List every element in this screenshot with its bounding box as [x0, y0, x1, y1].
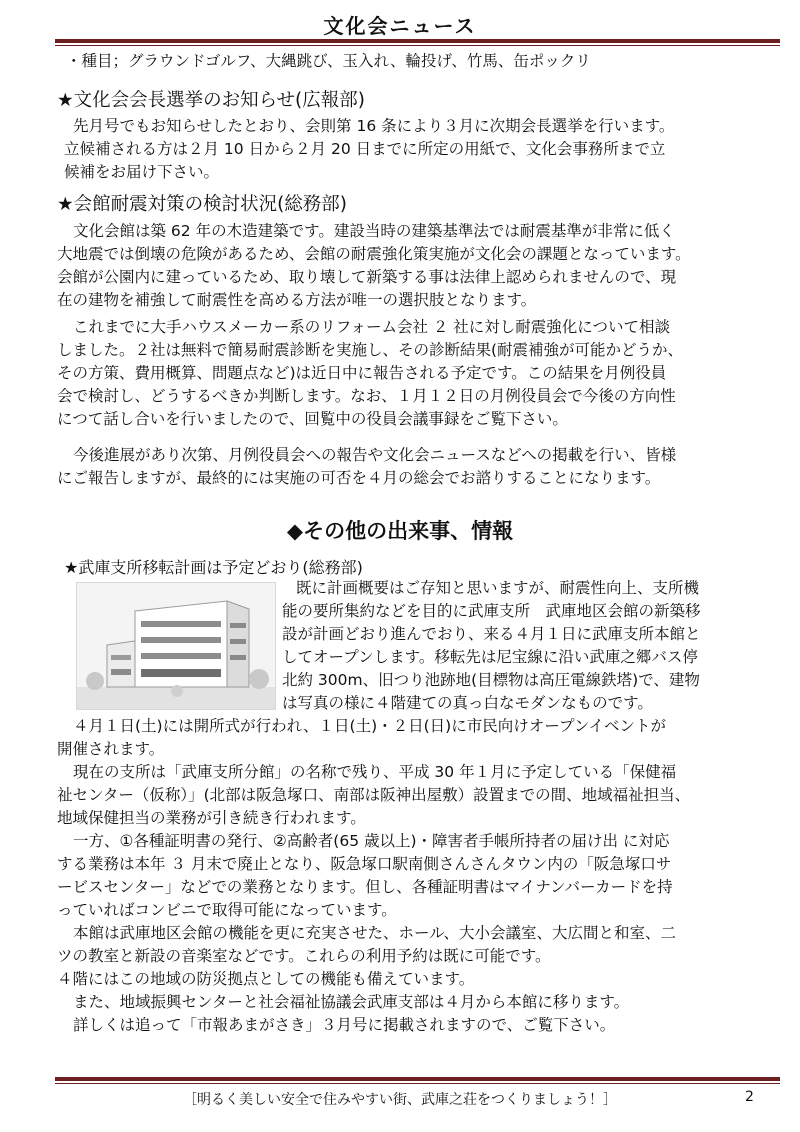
seismic-line-4: 在の建物を補強して耐震性を高める方法が唯一の選択肢となります。 [57, 291, 537, 309]
election-line-3: 候補をお届け下さい。 [64, 163, 220, 181]
relocation-line-7: する業務は本年 ３ 月末で廃止となり、阪急塚口駅南側さんさんタウン内の「阪急塚口サ [57, 855, 672, 873]
seismic-line-10: 今後進展があり次第、月例役員会への報告や文化会ニュースなどへの掲載を行い、皆様 [73, 446, 677, 464]
seismic-line-9: につて話し合いを行いましたので、回覧中の役員会議事録をご覧下さい。 [57, 410, 568, 428]
building-illustration [77, 583, 275, 709]
newsletter-title: 文化会ニュース [323, 14, 477, 38]
seismic-line-6: しました。２社は無料で簡易耐震診断を実施し、その診断結果(耐震補強が可能かどうか、 [57, 341, 684, 359]
seismic-line-3: 会館が公園内に建っているため、取り壊して新築する事は法律上認められませんので、現 [57, 268, 677, 286]
footer-rule-thin [55, 1083, 780, 1084]
relocation-line-11: ツの教室と新設の音楽室などです。これらの利用予約は既に可能です。 [57, 947, 551, 965]
relocation-side-line-4: してオープンします。移転先は尼宝線に沿い武庫之郷バス停 [282, 648, 698, 666]
relocation-line-2: 開催されます。 [57, 740, 165, 758]
footer-rule-thick [55, 1077, 780, 1081]
other-events-heading: ◆その他の出来事、情報 [286, 519, 514, 543]
seismic-line-7: その方策、費用概算、問題点など)は近日中に報告される予定です。この結果を月例役員 [57, 364, 667, 382]
relocation-side-line-1: 既に計画概要はご存知と思いますが、耐震性向上、支所機 [296, 579, 700, 597]
footer-slogan: ［明るく美しい安全で住みやすい街、武庫之荘をつくりましょう！］ [183, 1092, 617, 1108]
relocation-line-13: また、地域振興センターと社会福祉協議会武庫支部は４月から本館に移ります。 [73, 993, 630, 1011]
relocation-line-10: 本館は武庫地区会館の機能を更に充実させた、ホール、大小会議室、大広間と和室、二 [73, 924, 676, 942]
relocation-line-14: 詳しくは追って「市報あまがさき」３月号に掲載されますので、ご覧下さい。 [73, 1016, 616, 1034]
relocation-line-6: 一方、①各種証明書の発行、②高齢者(65 歳以上)・障害者手帳所持者の届け出 に対応 [73, 832, 670, 850]
seismic-heading: ★会館耐震対策の検討状況(総務部) [57, 194, 348, 215]
new-branch-building-photo [76, 582, 276, 710]
header-rule-thin [55, 45, 780, 46]
seismic-line-1: 文化会館は築 62 年の木造建築です。建設当時の建築基準法では耐震基準が非常に低く [73, 222, 675, 240]
relocation-side-line-5: 北約 300m、旧つり池跡地(目標物は高圧電線鉄塔)で、建物 [282, 671, 700, 689]
election-heading: ★文化会会長選挙のお知らせ(広報部) [57, 90, 365, 111]
branch-relocation-heading: ★武庫支所移転計画は予定どおり(総務部) [64, 558, 363, 577]
relocation-line-5: 地域保健担当の業務が引き続き行われます。 [57, 809, 366, 827]
relocation-side-line-6: は写真の様に４階建ての真っ白なモダンなものです。 [282, 694, 653, 712]
election-line-2: 立候補される方は２月 10 日から２月 20 日までに所定の用紙で、文化会事務所まで立 [64, 140, 666, 158]
relocation-line-3: 現在の支所は「武庫支所分館」の名称で残り、平成 30 年１月に予定している「保健福 [73, 763, 677, 781]
event-list-line: ・種目；グラウンドゴルフ、大縄跳び、玉入れ、輪投げ、竹馬、缶ポックリ [66, 52, 591, 70]
election-line-1: 先月号でもお知らせしたとおり、会則第 16 条により３月に次期会長選挙を行います。 [73, 117, 675, 135]
header-rule-thick [55, 39, 780, 43]
relocation-side-line-3: 設が計画どおり進んでおり、来る４月１日に武庫支所本館と [282, 625, 701, 643]
seismic-line-8: 会で検討し、どうするべきか判断します。なお、１月１２日の月例役員会で今後の方向性 [57, 387, 676, 405]
relocation-side-line-2: 能の要所集約などを目的に武庫支所 武庫地区会館の新築移 [282, 602, 701, 620]
page-number: 2 [745, 1089, 754, 1105]
relocation-line-9: っていればコンビニで取得可能になっています。 [57, 901, 397, 919]
seismic-line-2: 大地震では倒壊の危険があるため、会館の耐震強化策実施が文化会の課題となっています。 [57, 245, 691, 263]
relocation-line-8: ービスセンター」などでの業務となります。但し、各種証明書はマイナンバーカードを持 [57, 878, 673, 896]
relocation-line-1: ４月１日(土)には開所式が行われ、１日(土)・２日(日)に市民向けオープンイベントが [73, 717, 667, 735]
seismic-line-11: にご報告しますが、最終的には実施の可否を４月の総会でお諮りすることになります。 [57, 469, 661, 487]
relocation-line-12: ４階にはこの地域の防災拠点としての機能も備えています。 [57, 970, 475, 988]
seismic-line-5: これまでに大手ハウスメーカー系のリフォーム会社 ２ 社に対し耐震強化について相談 [73, 318, 670, 336]
relocation-line-4: 祉センター（仮称）」(北部は阪急塚口、南部は阪神出屋敷）設置までの間、地域福祉担当、 [57, 786, 691, 804]
